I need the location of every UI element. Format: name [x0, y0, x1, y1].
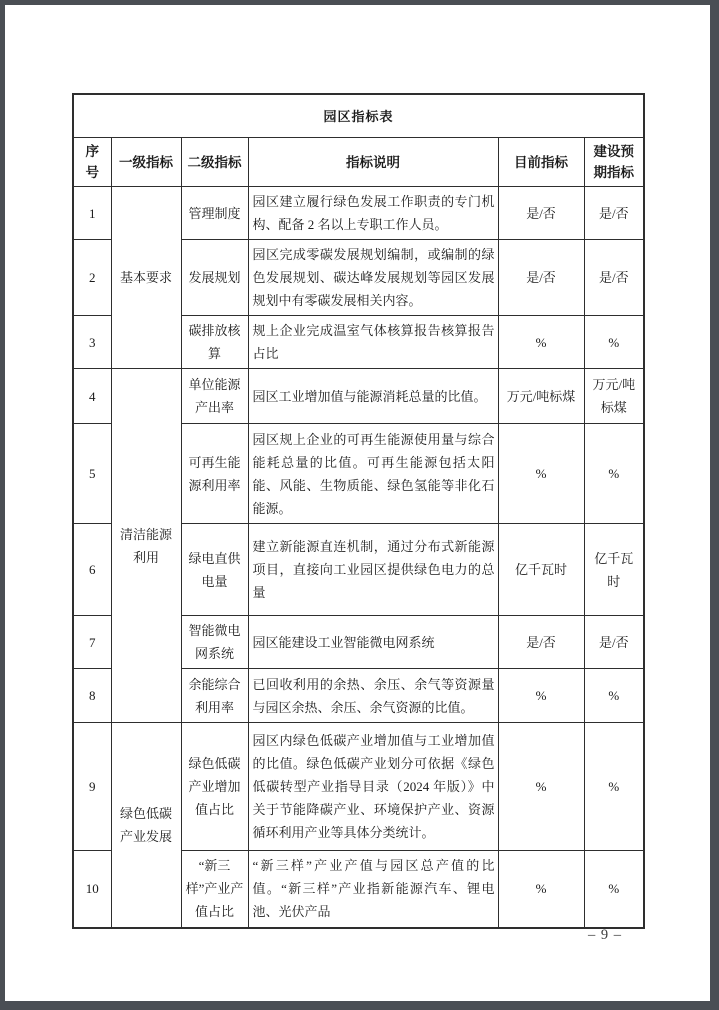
header-expected: 建设预期指标	[584, 138, 644, 187]
row-no: 6	[73, 524, 111, 616]
desc-cell: 园区能建设工业智能微电网系统	[248, 616, 498, 669]
row-no: 8	[73, 669, 111, 723]
current-cell: 万元/吨标煤	[498, 369, 584, 424]
current-cell: %	[498, 316, 584, 369]
page-number: – 9 –	[588, 927, 622, 943]
level2-cell: 智能微电网系统	[181, 616, 248, 669]
current-cell: 亿千瓦时	[498, 524, 584, 616]
desc-cell: 建立新能源直连机制，通过分布式新能源项目，直接向工业园区提供绿色电力的总量	[248, 524, 498, 616]
expected-cell: 是/否	[584, 616, 644, 669]
level1-group-basic: 基本要求	[111, 187, 181, 369]
level2-cell: 绿电直供电量	[181, 524, 248, 616]
desc-cell: 已回收利用的余热、余压、余气等资源量与园区余热、余压、余气资源的比值。	[248, 669, 498, 723]
header-desc: 指标说明	[248, 138, 498, 187]
desc-cell: “新三样”产业产值与园区总产值的比值。“新三样”产业指新能源汽车、锂电池、光伏产品	[248, 851, 498, 928]
desc-cell: 园区规上企业的可再生能源使用量与综合能耗总量的比值。可再生能源包括太阳能、风能、生物质能、绿色氢能等非化石能源。	[248, 424, 498, 524]
desc-cell: 园区完成零碳发展规划编制，或编制的绿色发展规划、碳达峰发展规划等园区发展规划中有零碳发展相关内容。	[248, 240, 498, 316]
row-no: 10	[73, 851, 111, 928]
level2-cell: 绿色低碳产业增加值占比	[181, 723, 248, 851]
desc-cell: 园区工业增加值与能源消耗总量的比值。	[248, 369, 498, 424]
expected-cell: 万元/吨标煤	[584, 369, 644, 424]
current-cell: %	[498, 669, 584, 723]
level2-cell: 可再生能源利用率	[181, 424, 248, 524]
header-level1: 一级指标	[111, 138, 181, 187]
current-cell: 是/否	[498, 616, 584, 669]
table-title-row	[73, 94, 644, 138]
indicator-table	[72, 93, 645, 929]
header-level2: 二级指标	[181, 138, 248, 187]
expected-cell: %	[584, 316, 644, 369]
expected-cell: %	[584, 669, 644, 723]
expected-cell: 是/否	[584, 187, 644, 240]
row-no: 9	[73, 723, 111, 851]
desc-cell: 规上企业完成温室气体核算报告核算报告占比	[248, 316, 498, 369]
level1-group-clean-energy: 清洁能源利用	[111, 369, 181, 723]
expected-cell: %	[584, 424, 644, 524]
table-title: 园区指标表	[73, 94, 644, 138]
level2-cell: “新三样”产业产值占比	[181, 851, 248, 928]
row-no: 5	[73, 424, 111, 524]
table-row	[73, 723, 644, 851]
level2-cell: 单位能源产出率	[181, 369, 248, 424]
expected-cell: 是/否	[584, 240, 644, 316]
row-no: 3	[73, 316, 111, 369]
row-no: 4	[73, 369, 111, 424]
level2-cell: 管理制度	[181, 187, 248, 240]
desc-cell: 园区内绿色低碳产业增加值与工业增加值的比值。绿色低碳产业划分可依据《绿色低碳转型产业指导目录（2024 年版）》中关于节能降碳产业、环境保护产业、资源循环利用产业等具体分类统计。	[248, 723, 498, 851]
expected-cell: %	[584, 851, 644, 928]
expected-cell: 亿千瓦时	[584, 524, 644, 616]
table-header-row	[73, 138, 644, 187]
header-no: 序号	[73, 138, 111, 187]
document-page	[5, 5, 710, 1001]
expected-cell: %	[584, 723, 644, 851]
current-cell: %	[498, 723, 584, 851]
row-no: 1	[73, 187, 111, 240]
level2-cell: 碳排放核算	[181, 316, 248, 369]
current-cell: %	[498, 424, 584, 524]
level1-group-green-industry: 绿色低碳产业发展	[111, 723, 181, 928]
level2-cell: 发展规划	[181, 240, 248, 316]
table-row	[73, 187, 644, 240]
current-cell: 是/否	[498, 240, 584, 316]
header-current: 目前指标	[498, 138, 584, 187]
current-cell: 是/否	[498, 187, 584, 240]
level2-cell: 余能综合利用率	[181, 669, 248, 723]
desc-cell: 园区建立履行绿色发展工作职责的专门机构、配备 2 名以上专职工作人员。	[248, 187, 498, 240]
row-no: 2	[73, 240, 111, 316]
row-no: 7	[73, 616, 111, 669]
current-cell: %	[498, 851, 584, 928]
table-row	[73, 369, 644, 424]
